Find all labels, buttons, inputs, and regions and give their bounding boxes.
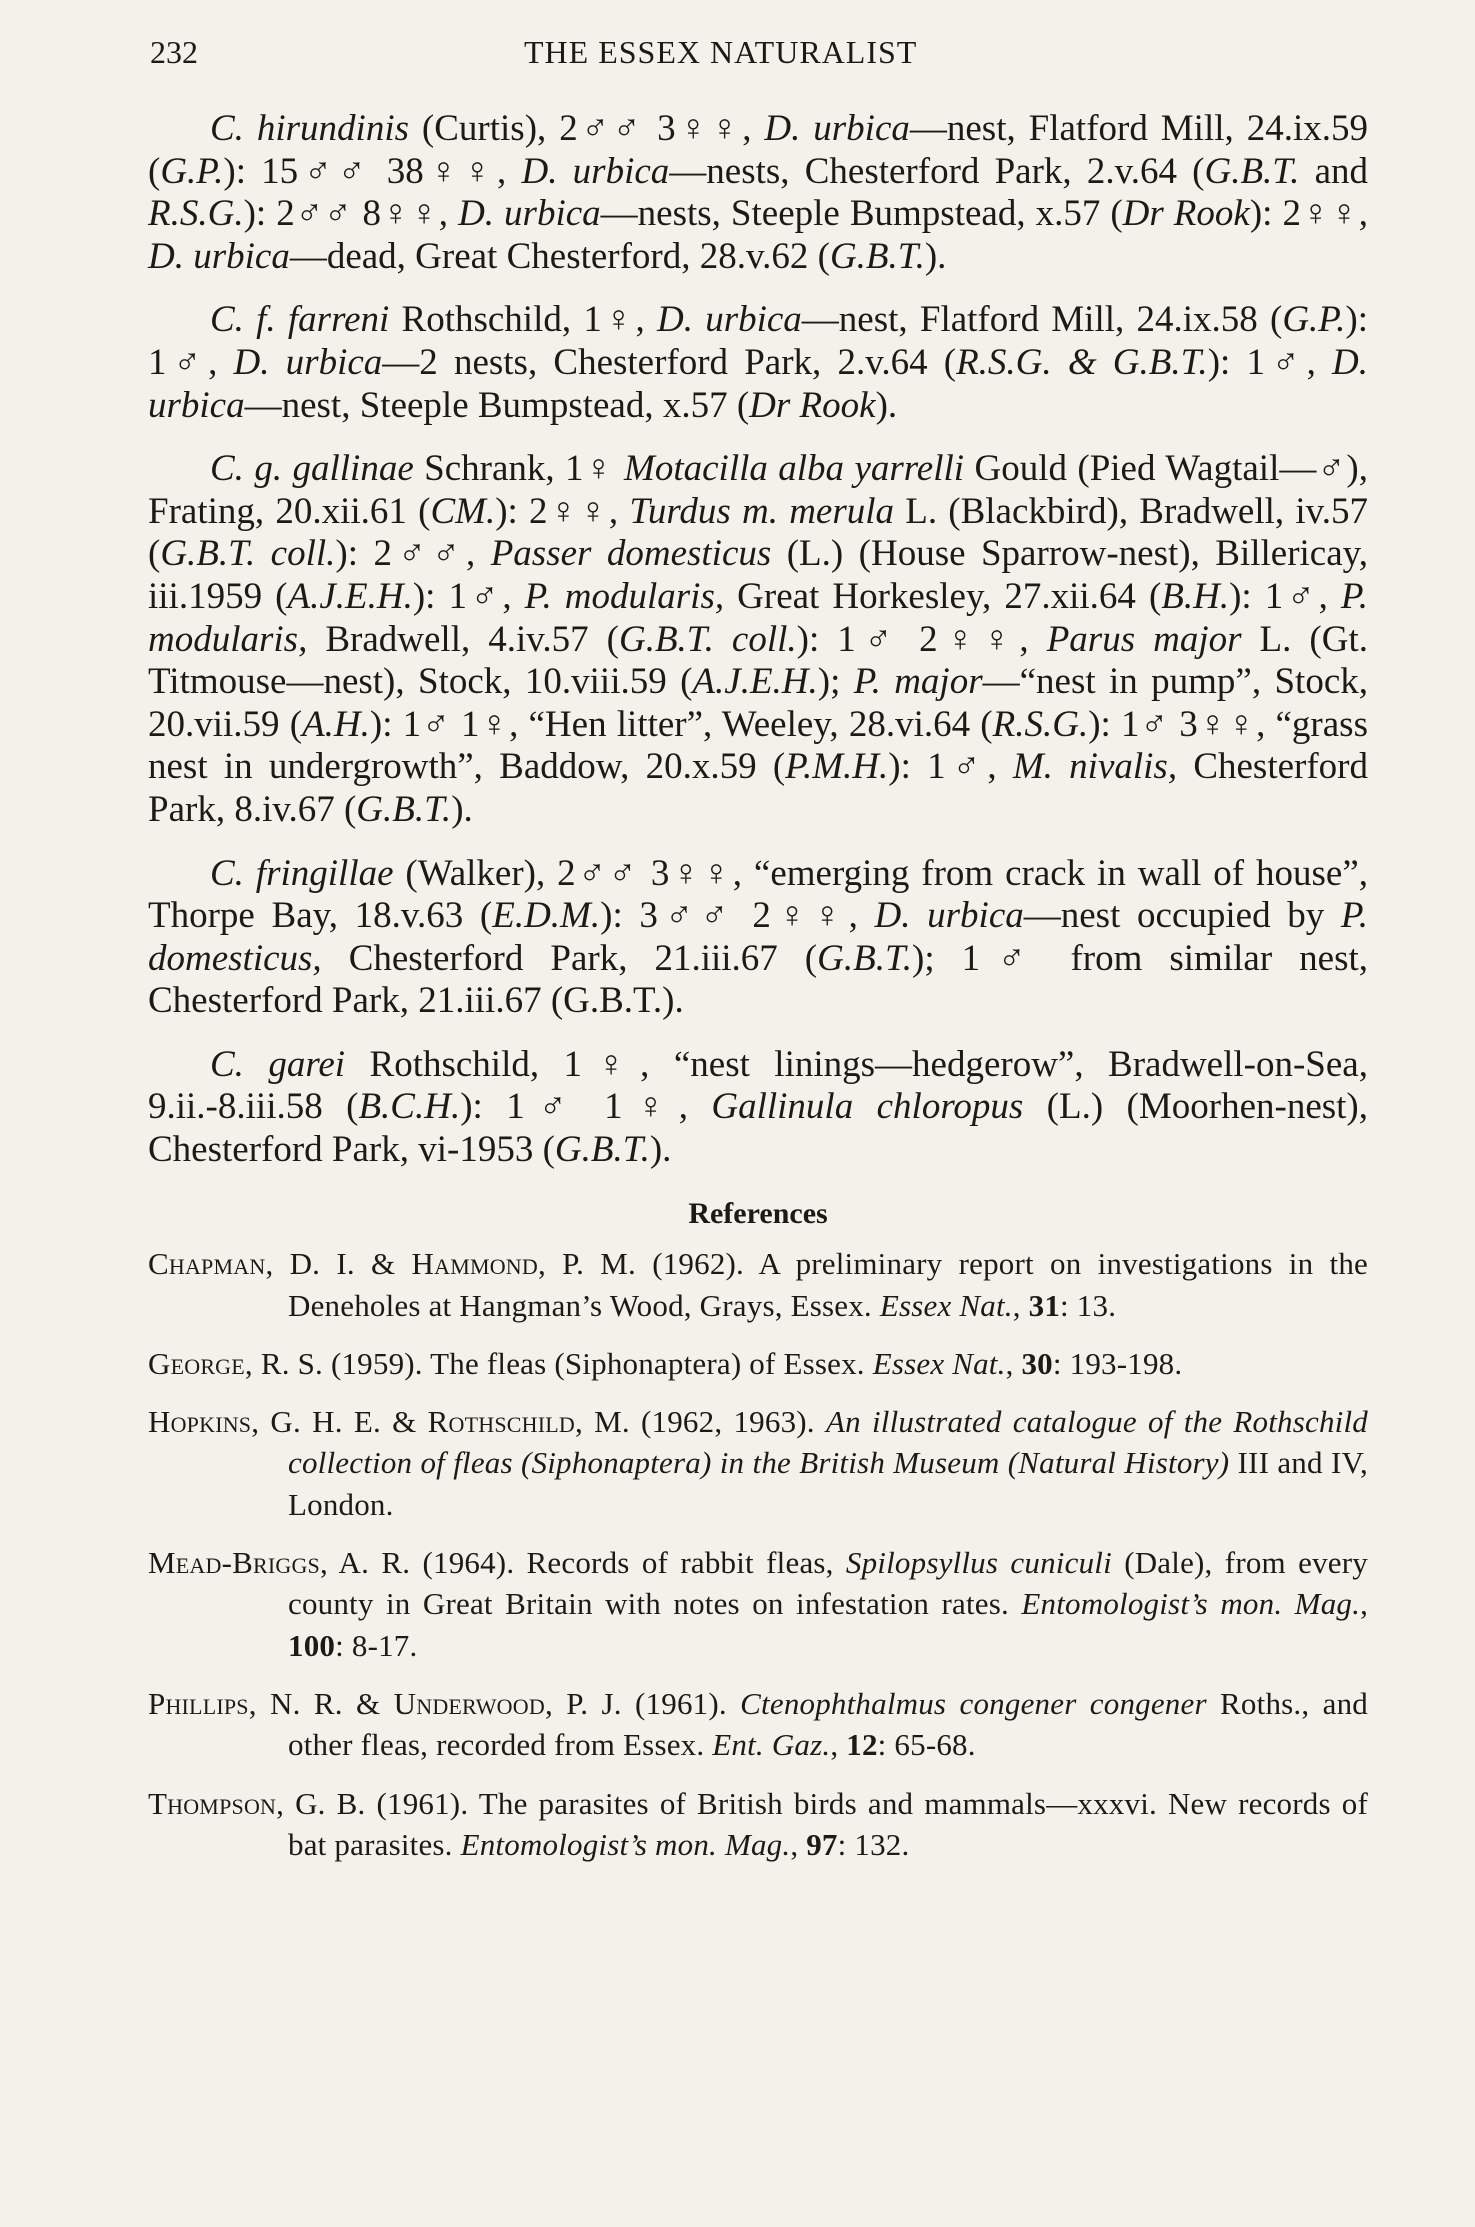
italic-text: E.D.M. xyxy=(492,895,601,937)
text-run: Roths., and other fleas, recorded from Essex. xyxy=(288,1685,1368,1763)
text-run: —nest, Flatford Mill, 24.ix.59 ( xyxy=(148,108,1368,192)
italic-text: Turdus m. merula xyxy=(629,490,895,532)
italic-text: Gallinula chloropus xyxy=(711,1086,1024,1128)
text-run: ): 15♂♂ 38♀♀, xyxy=(223,150,522,192)
text-run: —nests, Steeple Bumpstead, x.57 ( xyxy=(600,193,1123,235)
volume-number: 12 xyxy=(846,1727,878,1763)
italic-text: Essex Nat. xyxy=(872,1345,1006,1381)
text-run: : 13. xyxy=(1060,1287,1117,1323)
author-name: Hopkins xyxy=(148,1404,252,1440)
text-run: (L.) (House Sparrow-nest), Billericay, iii.1959 ( xyxy=(148,533,1368,617)
reference-item xyxy=(148,1783,1368,1866)
text-run: ). xyxy=(649,1129,672,1171)
text-run: ): 1♂ 3♀♀, “grass nest in undergrowth”, Baddow, 20.x.59 ( xyxy=(148,703,1368,788)
species-record xyxy=(148,853,1368,1023)
italic-text: D. urbica xyxy=(148,235,290,277)
italic-text: D. urbica xyxy=(233,341,383,383)
text-run: (Dale), from every county in Great Britain with notes on infestation rates. xyxy=(288,1545,1368,1622)
text-run: L. (Blackbird), Bradwell, iv.57 ( xyxy=(148,490,1368,575)
italic-text: Dr Rook xyxy=(1122,193,1250,235)
italic-text: G.B.T. xyxy=(817,937,913,979)
text-run: , xyxy=(1012,1287,1029,1323)
species-record xyxy=(148,448,1368,831)
text-run: L. (Gt. Titmouse—nest), Stock, 10.viii.59 ( xyxy=(148,618,1368,703)
reference-item xyxy=(148,1401,1368,1525)
reference-item xyxy=(148,1542,1368,1666)
text-run: Rothschild, 1♀, xyxy=(389,299,657,341)
italic-text: G.B.T. xyxy=(1204,150,1300,192)
italic-text: D. urbica xyxy=(148,341,1368,426)
text-run: , xyxy=(790,1826,807,1862)
text-run: ): 1♂ 1♀, “Hen litter”, Weeley, 28.vi.64 ( xyxy=(369,703,993,745)
italic-text: R.S.G. xyxy=(992,703,1089,745)
italic-text: G.B.T. coll. xyxy=(618,618,797,660)
text-run: ): 2♀♀, xyxy=(495,490,630,532)
italic-text: C. g. gallinae xyxy=(210,448,414,490)
text-run: ): 1♂, xyxy=(888,746,1013,788)
text-run: Bradwell, 4.iv.57 ( xyxy=(307,618,619,660)
italic-text: G.B.T. xyxy=(829,235,925,277)
italic-text: R.S.G. & G.B.T. xyxy=(956,341,1208,383)
italic-text: Entomologist’s mon. Mag. xyxy=(1021,1586,1361,1622)
text-run: , xyxy=(830,1727,847,1763)
italic-text: A.J.E.H. xyxy=(692,661,818,703)
italic-text: G.P. xyxy=(1282,299,1346,341)
italic-text: C. fringillae xyxy=(210,852,394,894)
text-run: Chesterford Park, 21.iii.67 ( xyxy=(321,937,818,979)
species-record xyxy=(148,108,1368,278)
italic-text: P. modularis, xyxy=(524,575,725,617)
italic-text: M. nivalis, xyxy=(1012,746,1178,788)
text-run: ). xyxy=(924,235,947,277)
italic-text: R.S.G. xyxy=(148,193,244,235)
references-list xyxy=(148,1243,1368,1865)
text-run: ): 2♂♂, xyxy=(335,533,491,575)
text-run: : 193-198. xyxy=(1052,1345,1183,1381)
species-records xyxy=(148,108,1368,1172)
italic-text: C. hirundinis xyxy=(210,108,409,149)
italic-text: C. garei xyxy=(210,1043,346,1085)
volume-number: 97 xyxy=(806,1826,838,1862)
italic-text: P. major xyxy=(853,661,983,703)
volume-number: 30 xyxy=(1021,1345,1053,1381)
author-name: Thompson xyxy=(148,1785,277,1821)
volume-number: 100 xyxy=(288,1627,336,1663)
page-header xyxy=(150,34,1365,80)
italic-text: D. urbica xyxy=(458,193,601,235)
text-run: Rothschild, 1♀, “nest linings—hedgerow”, Bradwell-on-Sea, 9.ii.-8.iii.58 ( xyxy=(148,1043,1368,1128)
italic-text: G.B.T. coll. xyxy=(160,533,336,575)
text-run: , xyxy=(1360,1586,1369,1622)
text-run: —nest, Steeple Bumpstead, x.57 ( xyxy=(244,384,750,426)
author-name: Hammond xyxy=(411,1246,538,1282)
author-name: Chapman xyxy=(148,1246,266,1282)
italic-text: Ent. Gaz. xyxy=(712,1727,831,1763)
italic-text: D. urbica xyxy=(764,108,910,149)
text-run: —dead, Great Chesterford, 28.v.62 ( xyxy=(289,235,830,277)
italic-text: A.H. xyxy=(302,703,370,745)
text-run: Chesterford Park, 8.iv.67 ( xyxy=(148,746,1369,830)
italic-text: P.M.H. xyxy=(785,746,889,788)
text-run: and xyxy=(1299,150,1368,192)
text-run: , A. R. (1964). Records of rabbit fleas, xyxy=(320,1545,846,1581)
author-name: Mead-Briggs xyxy=(148,1545,320,1581)
italic-text: P. domesticus, xyxy=(148,895,1368,979)
page-body xyxy=(148,108,1368,1882)
italic-text: CM. xyxy=(430,490,496,532)
text-run: , G. H. E. & xyxy=(251,1404,428,1440)
italic-text: Dr Rook xyxy=(749,384,876,426)
author-name: Phillips xyxy=(148,1685,249,1721)
text-run: —nests, Chesterford Park, 2.v.64 ( xyxy=(669,150,1205,192)
text-run: ): 1♂, xyxy=(148,299,1368,383)
text-run: ): 1♂, xyxy=(1207,341,1332,383)
text-run: ); xyxy=(817,661,854,703)
italic-text: G.B.T. xyxy=(554,1129,650,1171)
author-name: Rothschild xyxy=(427,1404,575,1440)
text-run: III and IV, London. xyxy=(288,1445,1369,1522)
text-run: , R. S. (1959). The fleas (Siphonaptera) of Essex. xyxy=(244,1345,873,1381)
text-run: Great Horkesley, 27.xii.64 ( xyxy=(724,575,1162,617)
text-run: ): 1♂ 2♀♀, xyxy=(796,618,1047,660)
text-run: , xyxy=(1005,1345,1022,1381)
text-run: —2 nests, Chesterford Park, 2.v.64 ( xyxy=(382,341,957,383)
text-run: (Curtis), 2♂♂ 3♀♀, xyxy=(409,108,765,149)
italic-text: B.H. xyxy=(1161,575,1230,617)
italic-text: An illustrated catalogue of the Rothschild collection of fleas (Siphonaptera) in the British Museum (Natural History) xyxy=(288,1404,1368,1481)
text-run: Schrank, 1♀ xyxy=(413,448,625,490)
text-run: , G. B. (1961). The parasites of British birds and mammals—xxxvi. New records of bat parasites. xyxy=(276,1785,1368,1862)
reference-item xyxy=(148,1243,1368,1326)
italic-text: Parus major xyxy=(1046,618,1242,660)
text-run: (L.) (Moorhen-nest), Chesterford Park, vi-1953 ( xyxy=(148,1086,1369,1171)
italic-text: D. urbica xyxy=(657,299,802,341)
text-run: ): 2♂♂ 8♀♀, xyxy=(243,193,459,235)
species-record xyxy=(148,299,1368,427)
page-number: 232 xyxy=(150,34,198,70)
reference-item xyxy=(148,1343,1368,1384)
text-run: ). xyxy=(875,384,898,426)
text-run: , N. R. & xyxy=(248,1685,394,1721)
species-record xyxy=(148,1044,1368,1172)
text-run: : 8-17. xyxy=(335,1627,418,1663)
italic-text: Essex Nat. xyxy=(879,1287,1013,1323)
italic-text: A.J.E.H. xyxy=(287,575,413,617)
text-run: ): 1♂, xyxy=(412,575,525,617)
volume-number: 31 xyxy=(1028,1287,1061,1323)
references-heading: References xyxy=(688,1196,828,1230)
italic-text: B.C.H. xyxy=(358,1086,461,1128)
text-run: , M. (1962, 1963). xyxy=(574,1404,826,1440)
italic-text: Spilopsyllus cuniculi xyxy=(845,1545,1112,1581)
italic-text: D. urbica xyxy=(874,895,1024,937)
text-run: ): 1♂, xyxy=(1229,575,1341,617)
text-run: ). xyxy=(451,788,473,830)
text-run: , P. J. (1961). xyxy=(544,1685,741,1721)
text-run: ): 2♀♀, xyxy=(1249,193,1368,235)
running-title: THE ESSEX NATURALIST xyxy=(524,34,918,70)
italic-text: G.B.T. xyxy=(356,788,452,830)
text-run: (Walker), 2♂♂ 3♀♀, “emerging from crack in wall of house”, Thorpe Bay, 18.v.63 ( xyxy=(148,852,1368,937)
text-run: , P. M. (1962). A preliminary report on investigations in the Deneholes at Hangman’s Wood, Grays, Essex. xyxy=(288,1246,1368,1323)
italic-text: G.P. xyxy=(160,150,224,192)
italic-text: Ctenophthalmus congener congener xyxy=(740,1685,1207,1721)
text-run: ): 1♂ 1♀, xyxy=(460,1086,712,1128)
text-run: —“nest in pump”, Stock, 20.vii.59 ( xyxy=(148,661,1368,745)
reference-item xyxy=(148,1683,1368,1766)
italic-text: Entomologist’s mon. Mag. xyxy=(460,1826,791,1862)
author-name: George xyxy=(148,1345,245,1381)
text-run: —nest occupied by xyxy=(1023,895,1341,937)
author-name: Underwood xyxy=(393,1685,545,1721)
text-run: , D. I. & xyxy=(265,1246,412,1282)
italic-text: P. modularis, xyxy=(148,575,1368,660)
italic-text: C. f. farreni xyxy=(210,299,390,341)
italic-text: Motacilla alba yarrelli xyxy=(624,448,965,490)
text-run: : 132. xyxy=(837,1826,910,1862)
italic-text: Passer domesticus xyxy=(490,533,772,575)
text-run: ); 1♂ from similar nest, Chesterford Park, 21.iii.67 (G.B.T.). xyxy=(148,937,1368,1022)
text-run: Gould (Pied Wagtail—♂), Frating, 20.xii.61 ( xyxy=(148,448,1368,532)
text-run: —nest, Flatford Mill, 24.ix.58 ( xyxy=(801,299,1283,341)
text-run: : 65-68. xyxy=(877,1727,976,1763)
text-run: ): 3♂♂ 2♀♀, xyxy=(600,895,875,937)
italic-text: D. urbica xyxy=(521,150,670,192)
